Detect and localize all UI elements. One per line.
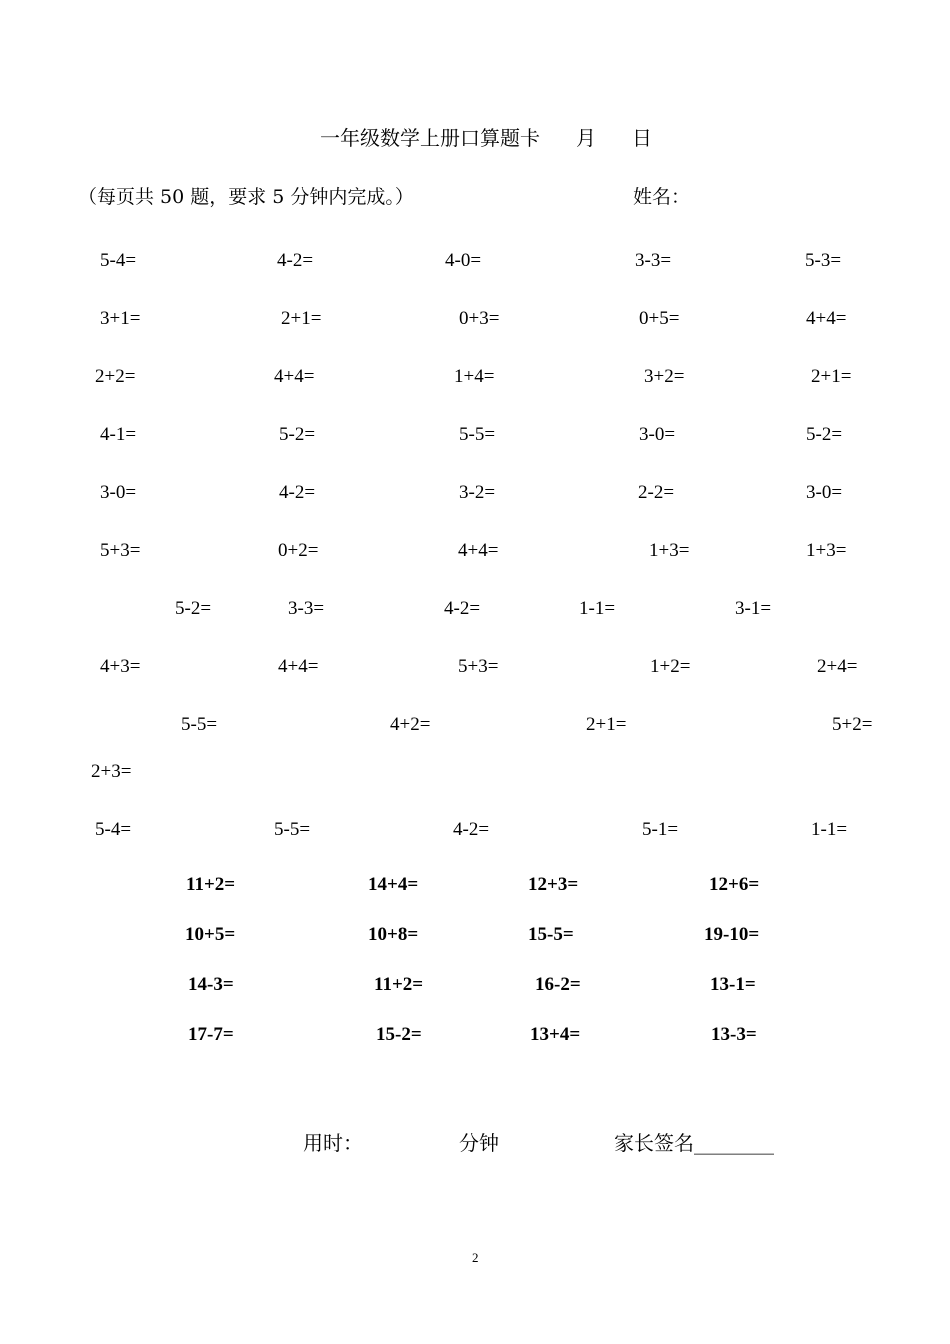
problem-item-bold: 10+8= (368, 924, 419, 945)
problem-item: 4+4= (806, 308, 847, 329)
problem-item: 4-2= (279, 482, 316, 503)
problem-item: 4+2= (390, 714, 431, 735)
problem-item-bold: 12+3= (528, 874, 579, 895)
problem-item: 4-0= (445, 250, 482, 271)
time-label: 用时： (303, 1131, 363, 1155)
problem-item: 1+3= (806, 540, 847, 561)
problem-item: 0+2= (278, 540, 319, 561)
problem-item-bold: 11+2= (374, 974, 424, 995)
problem-item: 5-3= (805, 250, 842, 271)
problem-item-bold: 10+5= (185, 924, 236, 945)
problem-item-bold: 16-2= (535, 974, 581, 995)
problem-item: 4+4= (458, 540, 499, 561)
problem-item: 4+4= (278, 656, 319, 677)
problem-item: 2+1= (586, 714, 627, 735)
problem-item: 5-2= (806, 424, 843, 445)
problem-item: 4-1= (100, 424, 137, 445)
problem-item: 1+4= (454, 366, 495, 387)
problem-item-bold: 13-3= (711, 1024, 757, 1045)
minutes-label: 分钟 (459, 1131, 499, 1155)
problem-item: 2+2= (95, 366, 136, 387)
problem-item: 5-5= (459, 424, 496, 445)
problem-item: 2+3= (91, 761, 132, 782)
page-number: 2 (472, 1250, 479, 1265)
problem-item: 1+2= (650, 656, 691, 677)
problem-item: 2+1= (281, 308, 322, 329)
problem-item: 5-2= (175, 598, 212, 619)
problem-item: 0+3= (459, 308, 500, 329)
problem-item-bold: 11+2= (186, 874, 236, 895)
month-label: 月 (576, 126, 596, 150)
problem-item-bold: 15-5= (528, 924, 574, 945)
problem-item-bold: 17-7= (188, 1024, 234, 1045)
problem-item: 2-2= (638, 482, 675, 503)
problem-item: 5-2= (279, 424, 316, 445)
day-label: 日 (632, 126, 652, 150)
problem-item: 0+5= (639, 308, 680, 329)
problem-item: 3-1= (735, 598, 772, 619)
problem-item: 5+2= (832, 714, 873, 735)
problem-item: 3-3= (635, 250, 672, 271)
problem-item: 4-2= (453, 819, 490, 840)
problem-item-bold: 13-1= (710, 974, 756, 995)
problem-item: 5-5= (181, 714, 218, 735)
title-text: 一年级数学上册口算题卡 (320, 126, 540, 150)
problem-item: 5-1= (642, 819, 679, 840)
problem-item: 2+4= (817, 656, 858, 677)
problem-item: 4-2= (277, 250, 314, 271)
problem-item-bold: 15-2= (376, 1024, 422, 1045)
problem-item: 2+1= (811, 366, 852, 387)
problem-item: 3-0= (806, 482, 843, 503)
problem-item: 4+4= (274, 366, 315, 387)
problem-item-bold: 19-10= (704, 924, 760, 945)
problem-item: 1+3= (649, 540, 690, 561)
instructions: （每页共 50 题，要求 5 分钟内完成。） (78, 186, 414, 208)
problem-item: 5+3= (458, 656, 499, 677)
problem-item: 3-0= (100, 482, 137, 503)
problem-item: 3+1= (100, 308, 141, 329)
problem-item-bold: 13+4= (530, 1024, 581, 1045)
problem-item: 1-1= (579, 598, 616, 619)
problem-item: 5-4= (95, 819, 132, 840)
problem-item: 3-3= (288, 598, 325, 619)
problem-item: 5-5= (274, 819, 311, 840)
problem-item: 5-4= (100, 250, 137, 271)
problem-item-bold: 14-3= (188, 974, 234, 995)
page-title (320, 128, 688, 148)
problem-item-bold: 12+6= (709, 874, 760, 895)
problem-item: 4-2= (444, 598, 481, 619)
problem-item: 1-1= (811, 819, 848, 840)
problem-item: 3-2= (459, 482, 496, 503)
name-label: 姓名： (633, 186, 691, 208)
problem-item: 4+3= (100, 656, 141, 677)
problem-item: 3+2= (644, 366, 685, 387)
problem-item: 5+3= (100, 540, 141, 561)
problem-item-bold: 14+4= (368, 874, 419, 895)
problem-item: 3-0= (639, 424, 676, 445)
parent-signature: 家长签名________ (614, 1131, 774, 1155)
